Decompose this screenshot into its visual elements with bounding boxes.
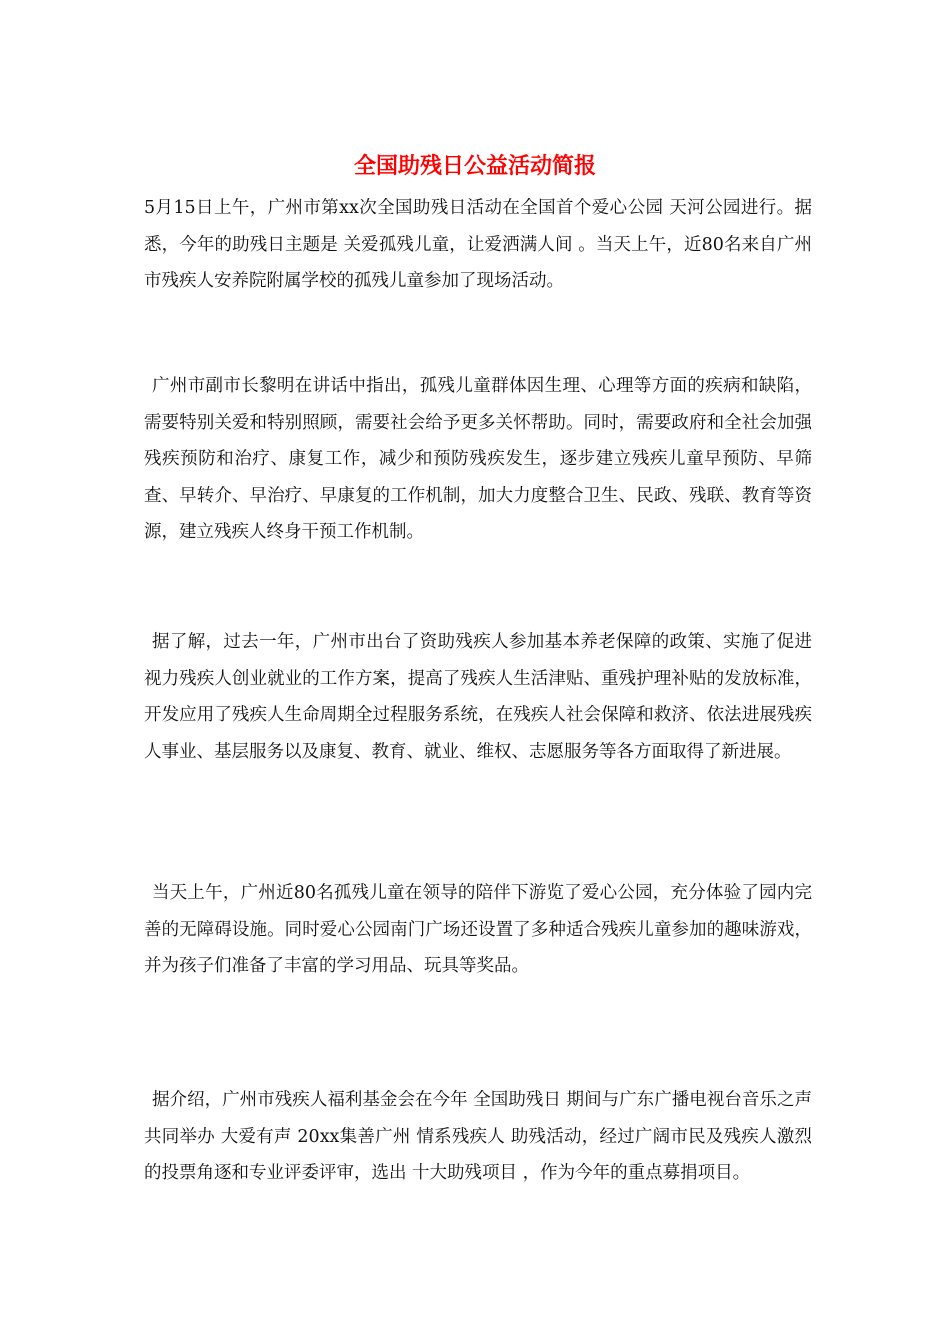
paragraph-1: 5月15日上午，广州市第xx次全国助残日活动在全国首个爱心公园 天河公园进行。据悉，今年的助残日主题是 关爱孤残儿童，让爱洒满人间 。当天上午，近80名来自广州市残疾人安养院附属学校的孤残儿童参加了现场活动。 bbox=[144, 198, 812, 291]
paragraph-3: 据了解，过去一年，广州市出台了资助残疾人参加基本养老保障的政策、实施了促进视力残疾人创业就业的工作方案，提高了残疾人生活津贴、重残护理补贴的发放标准，开发应用了残疾人生命周期全过程服务系统，在残疾人社会保障和救济、依法进展残疾人事业、基层服务以及康复、教育、就业、维权、志愿服务等各方面取得了新进展。 bbox=[144, 632, 812, 762]
paragraph-2: 广州市副市长黎明在讲话中指出，孤残儿童群体因生理、心理等方面的疾病和缺陷，需要特别关爱和特别照顾，需要社会给予更多关怀帮助。同时，需要政府和全社会加强残疾预防和治疗、康复工作，减少和预防残疾发生，逐步建立残疾儿童早预防、早筛查、早转介、早治疗、早康复的工作机制，加大力度整合卫生、民政、残联、教育等资源，建立残疾人终身干预工作机制。 bbox=[144, 376, 812, 542]
document-title: 全国助残日公益活动简报 bbox=[353, 154, 596, 179]
paragraph-4: 当天上午，广州近80名孤残儿童在领导的陪伴下游览了爱心公园，充分体验了园内完善的无障碍设施。同时爱心公园南门广场还设置了多种适合残疾儿童参加的趣味游戏，并为孩子们准备了丰富的学习用品、玩具等奖品。 bbox=[144, 883, 812, 976]
paragraph-5: 据介绍，广州市残疾人福利基金会在今年 全国助残日 期间与广东广播电视台音乐之声共同举办 大爱有声 20xx集善广州 情系残疾人 助残活动，经过广阔市民及残疾人激烈的投票角逐和专业评委评审，选出 十大助残项目 ，作为今年的重点募捐项目。 bbox=[144, 1090, 812, 1183]
